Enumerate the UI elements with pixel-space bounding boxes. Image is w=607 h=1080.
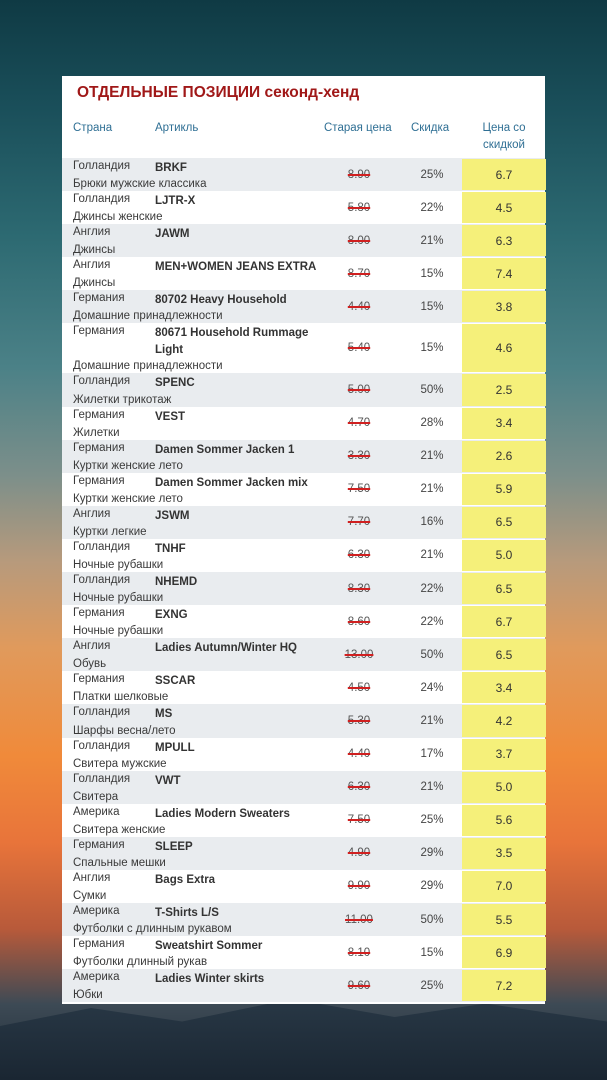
table-row bbox=[62, 473, 545, 506]
row-discount: 22% bbox=[420, 201, 444, 214]
row-new-price: 5.6 bbox=[462, 805, 546, 836]
row-discount: 25% bbox=[420, 814, 444, 827]
row-description: Домашние принадлежности bbox=[73, 360, 223, 373]
row-description: Жилетки трикотаж bbox=[73, 393, 172, 406]
table-row bbox=[62, 407, 545, 440]
row-description: Ночные рубашки bbox=[73, 592, 164, 605]
row-old-price: 7.50 bbox=[347, 814, 371, 827]
row-old-price: 9.90 bbox=[347, 880, 371, 893]
row-country: Германия bbox=[73, 325, 125, 338]
row-new-price: 3.5 bbox=[462, 838, 546, 869]
row-country: Англия bbox=[73, 226, 111, 239]
row-country: Германия bbox=[73, 938, 125, 951]
row-country: Голландия bbox=[73, 160, 131, 172]
row-new-price: 4.5 bbox=[462, 192, 546, 223]
row-country: Германия bbox=[73, 474, 125, 487]
row-old-price: 8.60 bbox=[347, 615, 371, 628]
row-new-price: 3.7 bbox=[462, 739, 546, 770]
table-row bbox=[62, 506, 545, 539]
row-old-price: 8.70 bbox=[347, 267, 371, 280]
row-country: Голландия bbox=[73, 540, 131, 553]
row-description: Куртки легкие bbox=[73, 525, 147, 538]
row-old-price: 3.30 bbox=[347, 450, 371, 463]
row-discount: 22% bbox=[420, 582, 444, 595]
price-list-card bbox=[62, 76, 545, 1004]
table-row bbox=[62, 605, 545, 638]
row-article: SPENC bbox=[155, 377, 195, 390]
row-article: VWT bbox=[155, 774, 181, 787]
row-country: Англия bbox=[73, 871, 111, 884]
row-discount: 29% bbox=[420, 880, 444, 893]
row-new-price: 3.4 bbox=[462, 408, 546, 439]
row-country: Голландия bbox=[73, 772, 131, 785]
row-article: Sweatshirt Sommer bbox=[155, 940, 263, 953]
row-discount: 21% bbox=[420, 234, 444, 247]
row-article: 80702 Heavy Household bbox=[155, 294, 287, 307]
row-discount: 50% bbox=[420, 648, 444, 661]
row-discount: 17% bbox=[420, 748, 444, 761]
row-discount: 22% bbox=[420, 615, 444, 628]
row-old-price: 4.40 bbox=[347, 300, 371, 313]
table-row bbox=[62, 539, 545, 572]
row-old-price: 5.80 bbox=[347, 201, 371, 214]
row-article: VEST bbox=[155, 410, 186, 423]
table-row bbox=[62, 870, 545, 903]
row-country: Америка bbox=[73, 904, 120, 917]
row-article: Damen Sommer Jacken 1 bbox=[155, 443, 295, 456]
row-old-price: 8.30 bbox=[347, 582, 371, 595]
row-country: Голландия bbox=[73, 193, 131, 206]
row-article: TNHF bbox=[155, 542, 186, 555]
table-row bbox=[62, 936, 545, 969]
row-description: Джинсы bbox=[73, 277, 116, 290]
row-old-price: 8.00 bbox=[347, 234, 371, 247]
row-description: Ночные рубашки bbox=[73, 625, 164, 638]
row-article: Bags Extra bbox=[155, 873, 216, 886]
row-country: Америка bbox=[73, 805, 120, 818]
page-title: ОТДЕЛЬНЫЕ ПОЗИЦИИ секонд-хенд bbox=[77, 84, 360, 101]
row-old-price: 4.70 bbox=[347, 417, 371, 430]
row-article: MS bbox=[155, 708, 173, 721]
table-row bbox=[62, 771, 545, 804]
row-country: Англия bbox=[73, 259, 111, 272]
table-row bbox=[62, 969, 545, 1002]
row-article: JSWM bbox=[155, 509, 190, 522]
table-row bbox=[62, 704, 545, 737]
column-header-country: Страна bbox=[73, 122, 113, 134]
row-article: Ladies Winter skirts bbox=[155, 973, 265, 986]
row-discount: 21% bbox=[420, 549, 444, 562]
row-description: Свитера bbox=[73, 790, 119, 803]
row-description: Юбки bbox=[73, 989, 103, 1002]
row-old-price: 6.30 bbox=[347, 781, 371, 794]
column-header-discount: Скидка bbox=[411, 122, 450, 134]
table-row bbox=[62, 804, 545, 837]
row-discount: 21% bbox=[420, 483, 444, 496]
table-row bbox=[62, 257, 545, 290]
row-discount: 16% bbox=[420, 516, 444, 529]
row-article: JAWM bbox=[155, 228, 190, 241]
row-old-price: 8.90 bbox=[347, 168, 371, 181]
row-new-price: 6.7 bbox=[462, 606, 546, 637]
row-new-price: 6.5 bbox=[462, 639, 546, 670]
row-article: MEN+WOMEN JEANS EXTRA bbox=[155, 261, 317, 274]
row-old-price: 7.50 bbox=[347, 483, 371, 496]
row-old-price: 13.00 bbox=[344, 648, 374, 661]
row-old-price: 7.70 bbox=[347, 516, 371, 529]
row-discount: 15% bbox=[420, 342, 444, 355]
row-article: Ladies Autumn/Winter HQ bbox=[155, 642, 297, 655]
row-new-price: 3.4 bbox=[462, 672, 546, 703]
row-new-price: 4.2 bbox=[462, 705, 546, 736]
table-row bbox=[62, 738, 545, 771]
row-old-price: 5.30 bbox=[347, 714, 371, 727]
row-country: Германия bbox=[73, 607, 125, 620]
row-country: Голландия bbox=[73, 739, 131, 752]
row-new-price: 6.9 bbox=[462, 937, 546, 968]
row-discount: 25% bbox=[420, 168, 444, 181]
row-country: Голландия bbox=[73, 375, 131, 388]
table-row bbox=[62, 191, 545, 224]
table-row bbox=[62, 837, 545, 870]
row-country: Англия bbox=[73, 507, 111, 520]
row-old-price: 9.60 bbox=[347, 979, 371, 992]
row-new-price: 2.5 bbox=[462, 374, 546, 405]
table-row bbox=[62, 572, 545, 605]
table-row bbox=[62, 638, 545, 671]
row-country: Америка bbox=[73, 971, 120, 984]
row-discount: 50% bbox=[420, 384, 444, 397]
row-discount: 29% bbox=[420, 847, 444, 860]
row-new-price: 6.3 bbox=[462, 225, 546, 256]
row-new-price: 7.0 bbox=[462, 871, 546, 902]
row-description: Платки шелковые bbox=[73, 691, 169, 704]
row-description: Свитера мужские bbox=[73, 757, 167, 770]
row-country: Англия bbox=[73, 640, 111, 653]
row-country: Германия bbox=[73, 838, 125, 851]
row-discount: 21% bbox=[420, 714, 444, 727]
row-old-price: 4.50 bbox=[347, 681, 371, 694]
table-row bbox=[62, 671, 545, 704]
row-description: Сумки bbox=[73, 889, 107, 902]
row-article: 80671 Household Rummage Light bbox=[155, 327, 309, 356]
row-old-price: 5.00 bbox=[347, 384, 371, 397]
row-new-price: 2.6 bbox=[462, 441, 546, 472]
row-discount: 24% bbox=[420, 681, 444, 694]
row-article: NHEMD bbox=[155, 576, 198, 589]
row-country: Голландия bbox=[73, 706, 131, 719]
row-description: Куртки женские лето bbox=[73, 459, 183, 472]
table-row bbox=[62, 158, 545, 191]
row-article: MPULL bbox=[155, 741, 195, 754]
column-header-old-price: Старая цена bbox=[324, 122, 392, 134]
row-new-price: 5.5 bbox=[462, 904, 546, 935]
table-row bbox=[62, 323, 545, 373]
table-row bbox=[62, 373, 545, 406]
row-new-price: 3.8 bbox=[462, 291, 546, 322]
row-country: Германия bbox=[73, 292, 125, 305]
row-new-price: 5.0 bbox=[462, 772, 546, 803]
row-new-price: 5.0 bbox=[462, 540, 546, 571]
row-description: Джинсы женские bbox=[73, 211, 163, 224]
row-description: Домашние принадлежности bbox=[73, 310, 223, 323]
row-discount: 21% bbox=[420, 781, 444, 794]
row-new-price: 7.4 bbox=[462, 258, 546, 289]
row-country: Германия bbox=[73, 441, 125, 454]
row-description: Свитера женские bbox=[73, 823, 166, 836]
row-description: Ночные рубашки bbox=[73, 559, 164, 572]
row-old-price: 8.10 bbox=[347, 946, 371, 959]
row-description: Спальные мешки bbox=[73, 856, 166, 869]
row-new-price: 5.9 bbox=[462, 474, 546, 505]
row-description: Куртки женские лето bbox=[73, 492, 183, 505]
price-table bbox=[62, 158, 545, 1002]
row-old-price: 5.40 bbox=[347, 342, 371, 355]
row-description: Футболки с длинным рукавом bbox=[73, 923, 232, 936]
row-article: Ladies Modern Sweaters bbox=[155, 807, 290, 820]
row-description: Джинсы bbox=[73, 244, 116, 257]
row-article: LJTR-X bbox=[155, 195, 196, 208]
row-article: EXNG bbox=[155, 609, 188, 622]
table-row bbox=[62, 440, 545, 473]
row-description: Шарфы весна/лето bbox=[73, 724, 176, 737]
row-discount: 15% bbox=[420, 300, 444, 313]
row-old-price: 6.30 bbox=[347, 549, 371, 562]
row-discount: 15% bbox=[420, 267, 444, 280]
table-row bbox=[62, 224, 545, 257]
row-new-price: 6.7 bbox=[462, 159, 546, 190]
row-old-price: 4.40 bbox=[347, 748, 371, 761]
column-header-article: Артикль bbox=[155, 122, 199, 134]
row-country: Голландия bbox=[73, 574, 131, 587]
row-description: Жилетки bbox=[73, 426, 120, 439]
row-discount: 28% bbox=[420, 417, 444, 430]
row-discount: 15% bbox=[420, 946, 444, 959]
row-article: BRKF bbox=[155, 162, 187, 174]
row-description: Брюки мужские классика bbox=[73, 178, 207, 191]
row-old-price: 4.90 bbox=[347, 847, 371, 860]
row-new-price: 6.5 bbox=[462, 507, 546, 538]
row-country: Германия bbox=[73, 673, 125, 686]
row-discount: 25% bbox=[420, 979, 444, 992]
row-description: Обувь bbox=[73, 658, 107, 671]
row-article: T-Shirts L/S bbox=[155, 906, 219, 919]
row-new-price: 6.5 bbox=[462, 573, 546, 604]
row-article: SSCAR bbox=[155, 675, 196, 688]
row-article: Damen Sommer Jacken mix bbox=[155, 476, 308, 489]
column-header-new-price: Цена со скидкой bbox=[482, 122, 526, 151]
row-old-price: 11.00 bbox=[345, 913, 373, 926]
row-new-price: 7.2 bbox=[462, 970, 546, 1001]
row-discount: 50% bbox=[420, 913, 444, 926]
row-article: SLEEP bbox=[155, 840, 193, 853]
row-country: Германия bbox=[73, 408, 125, 421]
table-row bbox=[62, 290, 545, 323]
table-row bbox=[62, 903, 545, 936]
row-new-price: 4.6 bbox=[462, 324, 546, 372]
row-discount: 21% bbox=[420, 450, 444, 463]
row-description: Футболки длинный рукав bbox=[73, 956, 208, 969]
